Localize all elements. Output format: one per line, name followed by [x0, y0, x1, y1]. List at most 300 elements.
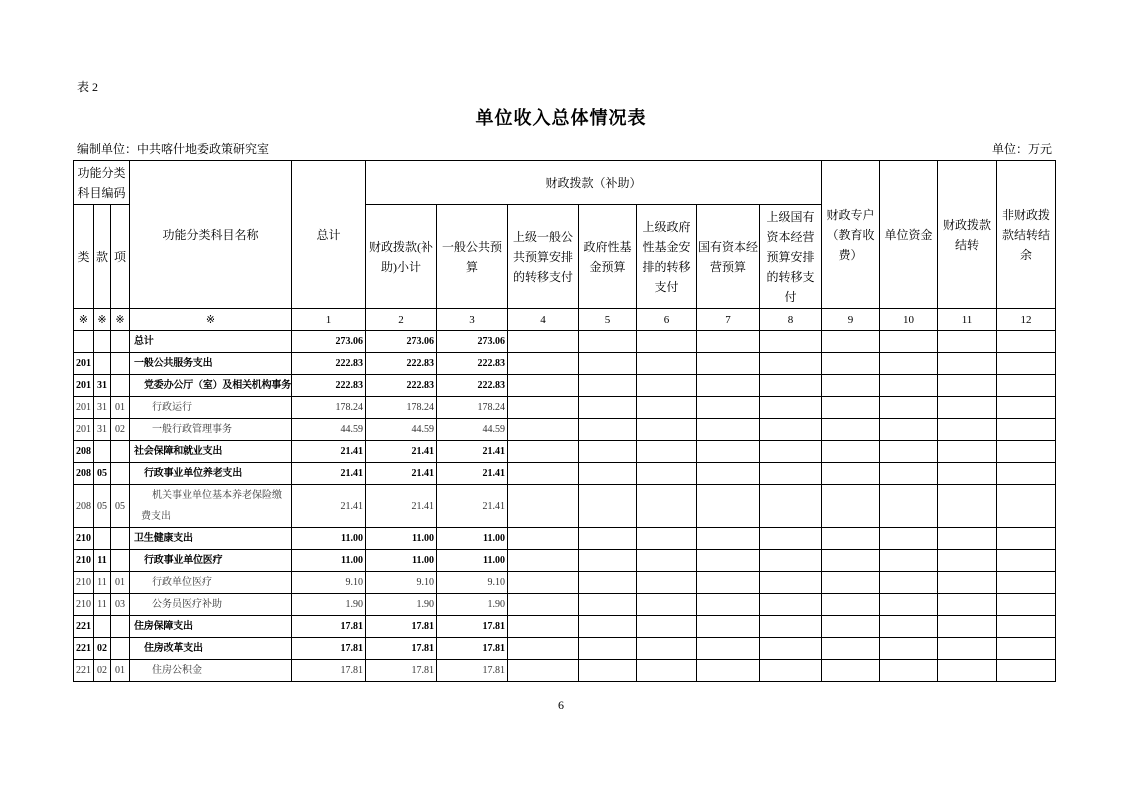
row-state-capital — [697, 550, 760, 572]
row-gov-fund — [579, 572, 637, 594]
row-upper-capital-transfer — [760, 463, 822, 485]
row-nonfiscal-carryover — [997, 375, 1056, 397]
row-total: 21.41 — [292, 485, 366, 528]
row-fiscal-carryover — [938, 441, 997, 463]
index-mark: ※ — [94, 309, 111, 331]
row-code-lei: 201 — [74, 375, 94, 397]
row-fiscal-carryover — [938, 550, 997, 572]
row-code-xiang — [111, 528, 130, 550]
header-gov-fund-label: 政府性基金预算 — [583, 239, 632, 274]
row-upper-fund-transfer — [637, 572, 697, 594]
row-state-capital — [697, 463, 760, 485]
row-code-kuan — [94, 331, 111, 353]
row-code-lei: 208 — [74, 485, 94, 528]
row-upper-general-transfer — [508, 660, 579, 682]
row-code-lei: 221 — [74, 638, 94, 660]
row-item-name: 总计 — [130, 331, 292, 353]
row-unit-funds — [880, 616, 938, 638]
row-upper-capital-transfer — [760, 419, 822, 441]
row-gov-fund — [579, 660, 637, 682]
row-nonfiscal-carryover — [997, 572, 1056, 594]
row-upper-general-transfer — [508, 397, 579, 419]
row-upper-general-transfer — [508, 638, 579, 660]
row-total: 222.83 — [292, 375, 366, 397]
row-total: 273.06 — [292, 331, 366, 353]
row-general-budget: 21.41 — [437, 485, 508, 528]
row-code-xiang — [111, 331, 130, 353]
row-code-lei: 221 — [74, 660, 94, 682]
row-fiscal-subtotal: 9.10 — [366, 572, 437, 594]
row-fiscal-subtotal: 44.59 — [366, 419, 437, 441]
row-fiscal-carryover — [938, 397, 997, 419]
row-fiscal-carryover — [938, 419, 997, 441]
row-code-xiang: 03 — [111, 594, 130, 616]
row-code-xiang — [111, 616, 130, 638]
header-gov-fund — [579, 205, 637, 309]
row-upper-general-transfer — [508, 441, 579, 463]
header-upper-general-transfer — [508, 205, 579, 309]
table-row — [74, 594, 1056, 616]
row-upper-capital-transfer — [760, 485, 822, 528]
row-fiscal-carryover — [938, 616, 997, 638]
row-unit-funds — [880, 441, 938, 463]
header-special-account — [822, 161, 880, 309]
row-upper-general-transfer — [508, 528, 579, 550]
table-row — [74, 441, 1056, 463]
row-code-kuan: 02 — [94, 660, 111, 682]
index-number: 7 — [697, 309, 760, 331]
row-gov-fund — [579, 353, 637, 375]
row-special-account — [822, 419, 880, 441]
index-row — [74, 309, 1056, 331]
row-state-capital — [697, 331, 760, 353]
index-number: 11 — [938, 309, 997, 331]
row-code-lei: 201 — [74, 419, 94, 441]
row-special-account — [822, 660, 880, 682]
index-mark: ※ — [74, 309, 94, 331]
row-special-account — [822, 397, 880, 419]
row-fiscal-carryover — [938, 463, 997, 485]
header-fiscal-subtotal-label: 财政拨款(补助)小计 — [369, 239, 433, 274]
row-gov-fund — [579, 616, 637, 638]
row-gov-fund — [579, 528, 637, 550]
row-upper-capital-transfer — [760, 441, 822, 463]
row-upper-fund-transfer — [637, 485, 697, 528]
row-nonfiscal-carryover — [997, 441, 1056, 463]
row-upper-capital-transfer — [760, 528, 822, 550]
row-nonfiscal-carryover — [997, 463, 1056, 485]
table-row — [74, 550, 1056, 572]
row-general-budget: 9.10 — [437, 572, 508, 594]
header-upper-fund-transfer — [637, 205, 697, 309]
row-special-account — [822, 572, 880, 594]
row-code-lei: 210 — [74, 528, 94, 550]
index-number: 1 — [292, 309, 366, 331]
row-upper-capital-transfer — [760, 594, 822, 616]
row-code-xiang: 02 — [111, 419, 130, 441]
row-unit-funds — [880, 331, 938, 353]
row-nonfiscal-carryover — [997, 660, 1056, 682]
table-row — [74, 616, 1056, 638]
row-total: 21.41 — [292, 463, 366, 485]
index-number: 2 — [366, 309, 437, 331]
row-total: 222.83 — [292, 353, 366, 375]
row-state-capital — [697, 397, 760, 419]
page-number: 6 — [558, 698, 564, 712]
row-unit-funds — [880, 550, 938, 572]
row-item-name: 社会保障和就业支出 — [130, 441, 292, 463]
row-upper-capital-transfer — [760, 375, 822, 397]
row-upper-general-transfer — [508, 616, 579, 638]
row-nonfiscal-carryover — [997, 419, 1056, 441]
row-unit-funds — [880, 353, 938, 375]
row-upper-fund-transfer — [637, 638, 697, 660]
table-row — [74, 463, 1056, 485]
compiling-unit: 编制单位：中共喀什地委政策研究室 — [77, 142, 270, 156]
row-upper-fund-transfer — [637, 331, 697, 353]
row-fiscal-carryover — [938, 594, 997, 616]
table-row — [74, 331, 1056, 353]
row-item-name: 卫生健康支出 — [130, 528, 292, 550]
row-unit-funds — [880, 572, 938, 594]
row-state-capital — [697, 528, 760, 550]
row-state-capital — [697, 594, 760, 616]
row-fiscal-subtotal: 273.06 — [366, 331, 437, 353]
row-total: 21.41 — [292, 441, 366, 463]
row-item-name: 机关事业单位基本养老保险缴费支出 — [130, 485, 292, 528]
table-row — [74, 660, 1056, 682]
row-total: 17.81 — [292, 616, 366, 638]
row-state-capital — [697, 353, 760, 375]
row-general-budget: 273.06 — [437, 331, 508, 353]
row-nonfiscal-carryover — [997, 353, 1056, 375]
row-fiscal-carryover — [938, 660, 997, 682]
row-upper-capital-transfer — [760, 638, 822, 660]
row-general-budget: 21.41 — [437, 441, 508, 463]
row-nonfiscal-carryover — [997, 594, 1056, 616]
row-item-name: 公务员医疗补助 — [130, 594, 292, 616]
header-special-account-label: 财政专户（教育收费） — [826, 207, 875, 262]
row-code-xiang: 01 — [111, 397, 130, 419]
row-fiscal-subtotal: 21.41 — [366, 485, 437, 528]
row-code-xiang — [111, 550, 130, 572]
row-fiscal-subtotal: 222.83 — [366, 375, 437, 397]
row-general-budget: 178.24 — [437, 397, 508, 419]
row-total: 17.81 — [292, 638, 366, 660]
row-fiscal-carryover — [938, 375, 997, 397]
row-upper-general-transfer — [508, 463, 579, 485]
row-item-name: 一般行政管理事务 — [130, 419, 292, 441]
header-state-capital — [697, 205, 760, 309]
table-row — [74, 638, 1056, 660]
header-code-kuan: 款 — [94, 205, 111, 309]
row-total: 44.59 — [292, 419, 366, 441]
index-number: 4 — [508, 309, 579, 331]
row-code-kuan: 02 — [94, 638, 111, 660]
row-general-budget: 21.41 — [437, 463, 508, 485]
row-upper-general-transfer — [508, 572, 579, 594]
row-fiscal-subtotal: 11.00 — [366, 550, 437, 572]
row-special-account — [822, 463, 880, 485]
row-code-xiang — [111, 463, 130, 485]
index-number: 9 — [822, 309, 880, 331]
row-fiscal-carryover — [938, 353, 997, 375]
table-row — [74, 397, 1056, 419]
row-code-kuan: 05 — [94, 463, 111, 485]
header-general-budget — [437, 205, 508, 309]
row-total: 11.00 — [292, 528, 366, 550]
row-special-account — [822, 485, 880, 528]
row-general-budget: 17.81 — [437, 660, 508, 682]
row-code-kuan: 11 — [94, 572, 111, 594]
row-item-name: 党委办公厅（室）及相关机构事务 — [130, 375, 292, 397]
row-code-xiang — [111, 441, 130, 463]
row-unit-funds — [880, 594, 938, 616]
row-upper-capital-transfer — [760, 353, 822, 375]
row-fiscal-subtotal: 1.90 — [366, 594, 437, 616]
row-code-kuan — [94, 616, 111, 638]
row-special-account — [822, 638, 880, 660]
row-special-account — [822, 441, 880, 463]
row-upper-fund-transfer — [637, 660, 697, 682]
row-code-lei: 210 — [74, 572, 94, 594]
row-total: 178.24 — [292, 397, 366, 419]
table-row — [74, 419, 1056, 441]
row-total: 17.81 — [292, 660, 366, 682]
row-state-capital — [697, 572, 760, 594]
header-code-group — [74, 161, 130, 205]
row-gov-fund — [579, 331, 637, 353]
row-fiscal-carryover — [938, 485, 997, 528]
row-nonfiscal-carryover — [997, 528, 1056, 550]
index-number: 8 — [760, 309, 822, 331]
row-code-kuan — [94, 528, 111, 550]
row-code-kuan: 05 — [94, 485, 111, 528]
row-fiscal-subtotal: 178.24 — [366, 397, 437, 419]
header-code-xiang: 项 — [111, 205, 130, 309]
row-code-kuan: 31 — [94, 397, 111, 419]
row-item-name: 行政事业单位养老支出 — [130, 463, 292, 485]
row-state-capital — [697, 616, 760, 638]
row-upper-capital-transfer — [760, 397, 822, 419]
row-nonfiscal-carryover — [997, 485, 1056, 528]
row-gov-fund — [579, 550, 637, 572]
header-nonfiscal-carryover-label: 非财政拨款结转结余 — [1001, 207, 1050, 262]
index-number: 5 — [579, 309, 637, 331]
row-upper-general-transfer — [508, 419, 579, 441]
header-fiscal-group: 财政拨款（补助） — [366, 161, 822, 205]
row-code-xiang — [111, 353, 130, 375]
row-code-xiang: 01 — [111, 660, 130, 682]
row-code-kuan: 11 — [94, 550, 111, 572]
index-number: 12 — [997, 309, 1056, 331]
row-fiscal-carryover — [938, 638, 997, 660]
row-general-budget: 17.81 — [437, 638, 508, 660]
row-code-lei: 201 — [74, 397, 94, 419]
row-special-account — [822, 528, 880, 550]
row-general-budget: 11.00 — [437, 550, 508, 572]
table-row — [74, 353, 1056, 375]
row-upper-general-transfer — [508, 375, 579, 397]
row-special-account — [822, 375, 880, 397]
row-upper-general-transfer — [508, 331, 579, 353]
row-state-capital — [697, 419, 760, 441]
row-state-capital — [697, 485, 760, 528]
row-gov-fund — [579, 594, 637, 616]
header-upper-fund-transfer-label: 上级政府性基金安排的转移支付 — [642, 219, 691, 294]
row-item-name: 住房保障支出 — [130, 616, 292, 638]
row-special-account — [822, 550, 880, 572]
row-gov-fund — [579, 397, 637, 419]
header-upper-general-transfer-label: 上级一般公共预算安排的转移支付 — [512, 229, 573, 284]
row-gov-fund — [579, 463, 637, 485]
row-total: 1.90 — [292, 594, 366, 616]
table-row — [74, 572, 1056, 594]
row-state-capital — [697, 375, 760, 397]
row-unit-funds — [880, 485, 938, 528]
header-state-capital-label: 国有资本经营预算 — [697, 239, 758, 274]
row-item-name: 行政单位医疗 — [130, 572, 292, 594]
row-general-budget: 11.00 — [437, 528, 508, 550]
header-upper-capital-transfer — [760, 205, 822, 309]
row-gov-fund — [579, 419, 637, 441]
row-item-name: 住房改革支出 — [130, 638, 292, 660]
row-total: 11.00 — [292, 550, 366, 572]
row-upper-capital-transfer — [760, 660, 822, 682]
row-unit-funds — [880, 528, 938, 550]
row-upper-fund-transfer — [637, 353, 697, 375]
row-general-budget: 44.59 — [437, 419, 508, 441]
row-upper-general-transfer — [508, 353, 579, 375]
row-upper-fund-transfer — [637, 441, 697, 463]
row-upper-fund-transfer — [637, 463, 697, 485]
row-fiscal-subtotal: 21.41 — [366, 441, 437, 463]
row-unit-funds — [880, 463, 938, 485]
row-unit-funds — [880, 638, 938, 660]
row-item-name: 行政运行 — [130, 397, 292, 419]
row-code-lei: 208 — [74, 463, 94, 485]
table-row — [74, 375, 1056, 397]
row-code-xiang — [111, 375, 130, 397]
row-unit-funds — [880, 375, 938, 397]
row-code-kuan: 11 — [94, 594, 111, 616]
row-upper-capital-transfer — [760, 550, 822, 572]
header-code-lei: 类 — [74, 205, 94, 309]
header-nonfiscal-carryover — [997, 161, 1056, 309]
header-code-group-label: 功能分类科目编码 — [77, 165, 126, 200]
header-general-budget-label: 一般公共预算 — [441, 239, 502, 274]
row-code-kuan — [94, 353, 111, 375]
row-fiscal-carryover — [938, 331, 997, 353]
header-fiscal-carryover — [938, 161, 997, 309]
row-upper-fund-transfer — [637, 616, 697, 638]
row-nonfiscal-carryover — [997, 616, 1056, 638]
header-fiscal-subtotal — [366, 205, 437, 309]
row-nonfiscal-carryover — [997, 638, 1056, 660]
row-code-lei — [74, 331, 94, 353]
row-fiscal-subtotal: 21.41 — [366, 463, 437, 485]
row-fiscal-subtotal: 222.83 — [366, 353, 437, 375]
header-row-top — [74, 161, 1056, 205]
income-table — [73, 160, 1056, 682]
row-code-lei: 221 — [74, 616, 94, 638]
row-special-account — [822, 616, 880, 638]
row-nonfiscal-carryover — [997, 397, 1056, 419]
header-unit-funds: 单位资金 — [880, 161, 938, 309]
row-unit-funds — [880, 419, 938, 441]
row-upper-general-transfer — [508, 594, 579, 616]
row-code-xiang: 01 — [111, 572, 130, 594]
index-mark: ※ — [111, 309, 130, 331]
row-fiscal-subtotal: 17.81 — [366, 660, 437, 682]
row-gov-fund — [579, 441, 637, 463]
row-gov-fund — [579, 375, 637, 397]
index-number: 6 — [637, 309, 697, 331]
row-special-account — [822, 353, 880, 375]
row-upper-capital-transfer — [760, 572, 822, 594]
row-gov-fund — [579, 638, 637, 660]
header-total: 总计 — [292, 161, 366, 309]
row-upper-fund-transfer — [637, 594, 697, 616]
row-gov-fund — [579, 485, 637, 528]
row-code-lei: 208 — [74, 441, 94, 463]
row-fiscal-subtotal: 17.81 — [366, 638, 437, 660]
row-state-capital — [697, 638, 760, 660]
row-code-lei: 210 — [74, 594, 94, 616]
table-body — [74, 331, 1056, 682]
table-header — [74, 161, 1056, 331]
row-fiscal-subtotal: 11.00 — [366, 528, 437, 550]
row-fiscal-carryover — [938, 572, 997, 594]
table-row — [74, 485, 1056, 528]
row-code-lei: 210 — [74, 550, 94, 572]
row-item-name: 住房公积金 — [130, 660, 292, 682]
row-fiscal-subtotal: 17.81 — [366, 616, 437, 638]
index-number: 3 — [437, 309, 508, 331]
table-label: 表 2 — [77, 80, 99, 94]
header-upper-capital-transfer-label: 上级国有资本经营预算安排的转移支付 — [766, 209, 815, 304]
index-mark: ※ — [130, 309, 292, 331]
row-code-xiang — [111, 638, 130, 660]
row-upper-general-transfer — [508, 485, 579, 528]
row-nonfiscal-carryover — [997, 550, 1056, 572]
row-unit-funds — [880, 660, 938, 682]
row-item-name: 一般公共服务支出 — [130, 353, 292, 375]
table-row — [74, 528, 1056, 550]
row-code-xiang: 05 — [111, 485, 130, 528]
index-number: 10 — [880, 309, 938, 331]
row-upper-fund-transfer — [637, 550, 697, 572]
row-general-budget: 17.81 — [437, 616, 508, 638]
row-state-capital — [697, 660, 760, 682]
page-title: 单位收入总体情况表 — [475, 108, 647, 128]
row-code-kuan: 31 — [94, 375, 111, 397]
row-upper-fund-transfer — [637, 528, 697, 550]
row-unit-funds — [880, 397, 938, 419]
row-fiscal-carryover — [938, 528, 997, 550]
currency-unit: 单位：万元 — [991, 142, 1052, 156]
row-special-account — [822, 331, 880, 353]
row-upper-fund-transfer — [637, 397, 697, 419]
row-upper-fund-transfer — [637, 419, 697, 441]
row-general-budget: 1.90 — [437, 594, 508, 616]
row-special-account — [822, 594, 880, 616]
row-code-kuan: 31 — [94, 419, 111, 441]
row-general-budget: 222.83 — [437, 375, 508, 397]
row-upper-general-transfer — [508, 550, 579, 572]
row-total: 9.10 — [292, 572, 366, 594]
row-item-name: 行政事业单位医疗 — [130, 550, 292, 572]
